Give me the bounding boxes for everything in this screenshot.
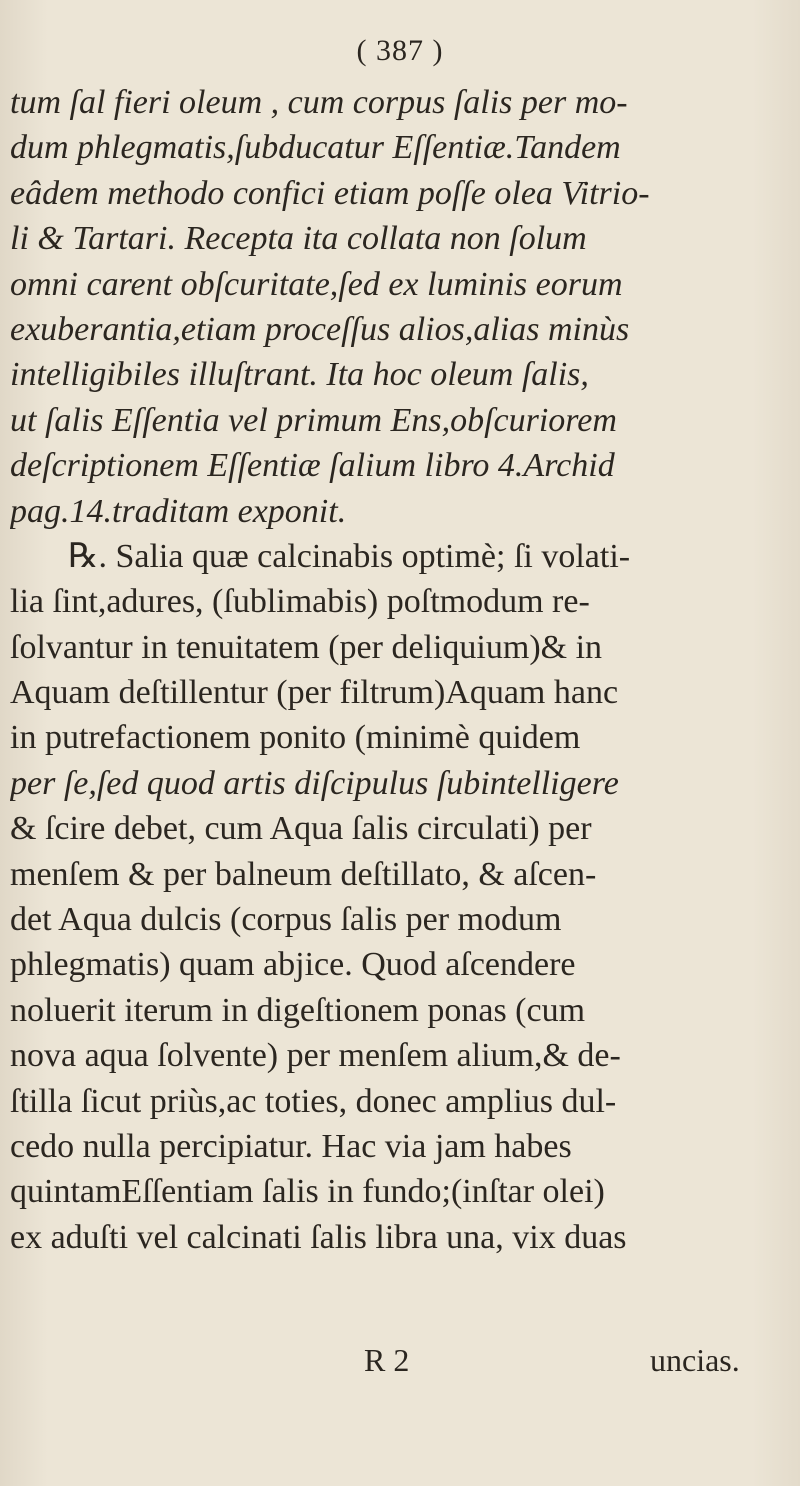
text-line: ex aduſti vel calcinati ſalis libra una, vix duas — [10, 1218, 627, 1256]
body-text — [10, 80, 800, 1260]
text-line: noluerit iterum in digeſtionem ponas (cum — [10, 991, 586, 1029]
text-line: li & Tartari. Recepta ita collata non ſolum — [10, 220, 587, 258]
text-line: quintamEſſentiam ſalis in fundo;(inſtar olei) — [10, 1173, 605, 1211]
text-line: ſolvantur in tenuitatem (per deliquium)& in — [10, 628, 603, 666]
text-line: det Aqua dulcis (corpus ſalis per modum — [10, 901, 562, 939]
text-line: intelligibiles illuſtrant. Ita hoc oleum ſalis, — [10, 356, 589, 394]
text-line: eâdem methodo confici etiam poſſe olea Vitrio- — [10, 174, 650, 212]
text-line: omni carent obſcuritate,ſed ex luminis eorum — [10, 265, 623, 303]
text-line: deſcriptionem Eſſentiæ ſalium libro 4.Archid — [10, 447, 615, 485]
text-line: & ſcire debet, cum Aqua ſalis circulati) per — [10, 810, 592, 848]
catchword: uncias. — [650, 1342, 740, 1378]
text-line: per ſe,ſed quod artis diſcipulus ſubintelligere — [10, 764, 619, 802]
text-line: ut ſalis Eſſentia vel primum Ens,obſcuriorem — [10, 401, 617, 439]
text-line: in putrefactionem ponito (minimè quidem — [10, 719, 581, 757]
page-footer — [0, 1342, 800, 1392]
text-line: tum ſal fieri oleum , cum corpus ſalis per mo- — [10, 84, 628, 121]
text-line: dum phlegmatis,ſubducatur Eſſentiæ.Tandem — [10, 129, 621, 167]
text-line: lia ſint,adures, (ſublimabis) poſtmodum re- — [10, 583, 590, 621]
text-line: cedo nulla percipiatur. Hac via jam habes — [10, 1127, 572, 1165]
text-line: phlegmatis) quam abjice. Quod aſcendere — [10, 946, 576, 984]
text-line: ſtilla ſicut priùs,ac toties, donec amplius dul- — [10, 1082, 617, 1120]
signature-mark: R 2 — [364, 1342, 410, 1378]
text-line: nova aqua ſolvente) per menſem alium,& de- — [10, 1037, 621, 1075]
text-line: menſem & per balneum deſtillato, & aſcen- — [10, 855, 597, 893]
text-line: ℞. Salia quæ calcinabis optimè; ſi volati- — [68, 537, 631, 575]
text-line: exuberantia,etiam proceſſus alios,alias minùs — [10, 310, 630, 348]
text-line: Aquam deſtillentur (per filtrum)Aquam hanc — [10, 674, 619, 712]
page-number: ( 387 ) — [356, 34, 444, 67]
text-line: pag.14.traditam exponit. — [10, 492, 347, 530]
